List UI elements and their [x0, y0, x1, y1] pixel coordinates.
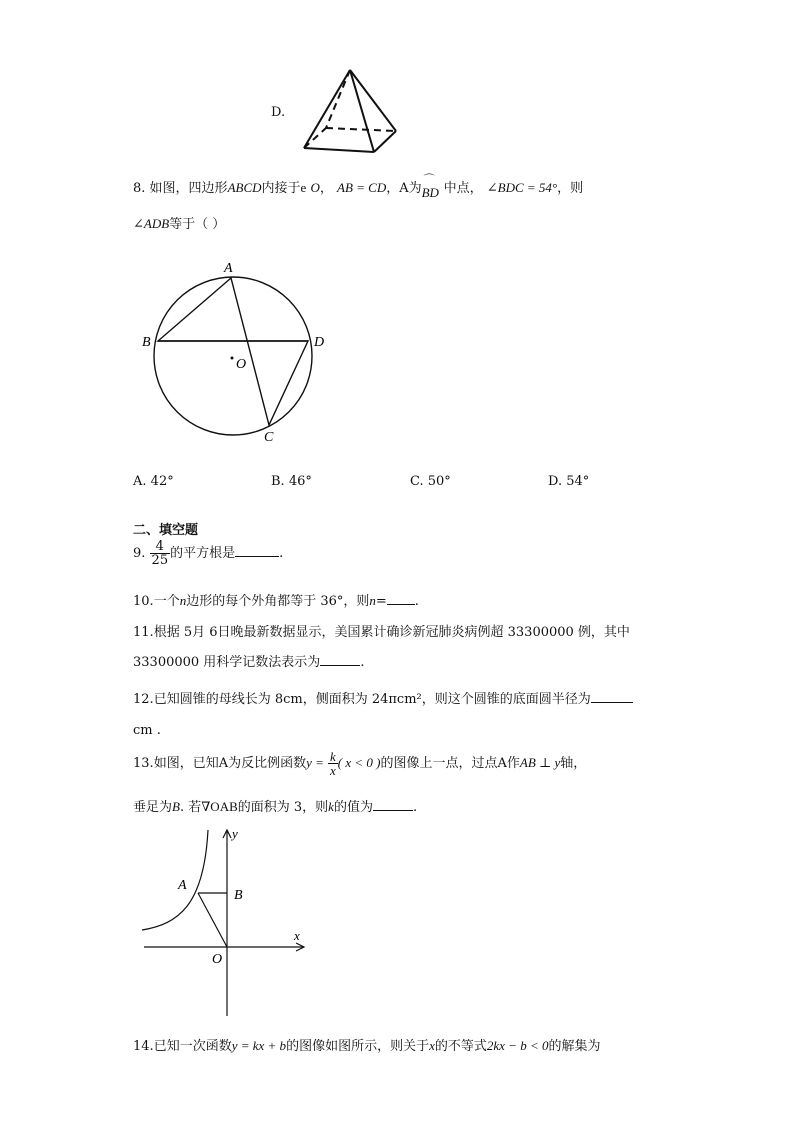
q12-line2: cm .: [133, 723, 161, 738]
q12-answer-blank[interactable]: [591, 690, 633, 703]
q13-label-b: B: [234, 888, 243, 903]
q13-label-x: x: [294, 928, 300, 943]
q11-line1: 11.根据 5月 6日晚最新数据显示，美国累计确诊新冠肺炎病例超 33300000 例，其中: [133, 625, 630, 640]
q10-answer-blank[interactable]: [387, 592, 415, 605]
q8-stem-line2: ∠ADB等于（ ）: [133, 216, 226, 232]
section-title: 二、填空题: [133, 523, 199, 538]
q8-label-b: B: [142, 335, 151, 350]
q9-stem: 9. $\frac{4}{25}$ 的平方根是 .: [133, 539, 284, 568]
q8-label-o: O: [236, 357, 247, 372]
q13-answer-blank[interactable]: [373, 798, 413, 811]
q11-answer-blank[interactable]: [320, 653, 360, 666]
q8-circle-figure: [138, 252, 338, 448]
q8-option-b[interactable]: B. 46°: [271, 474, 312, 489]
q8-stem-line1: 8. 如图，四边形ABCD内接于e O， AB = CD，A为 ⌒ BD 中点， ∠BDC = 54°，则: [133, 174, 584, 200]
q7-option-d-label: D.: [271, 105, 286, 120]
q8-option-c[interactable]: C. 50°: [410, 474, 451, 489]
q9-answer-blank[interactable]: [235, 544, 279, 557]
q8-label-c: C: [264, 430, 274, 445]
q8-label-d: D: [314, 335, 325, 350]
q10-stem: 10.一个n边形的每个外角都等于 36°，则n= .: [133, 593, 419, 609]
q8-option-d[interactable]: D. 54°: [548, 474, 590, 489]
q13-line1: 13.如图，已知A为反比例函数y = $\frac{k}{x}$ ( x < 0 )的图像上一点，过点A作AB ⊥ y轴，: [133, 749, 587, 778]
q9-fraction: $\frac{4}{25}$: [151, 539, 169, 568]
q12-line1: 12.已知圆锥的母线长为 8cm，侧面积为 24πcm²，则这个圆锥的底面圆半径为: [133, 688, 633, 707]
q13-line2: 垂足为B. 若∇OAB的面积为 3，则k的值为 .: [133, 799, 418, 815]
q14-stem: 14.已知一次函数y = kx + b的图像如图所示，则关于x的不等式2kx − b < 0的解集为: [133, 1038, 601, 1054]
q13-fraction: $\frac{k}{x}$: [330, 749, 336, 778]
pyramid-figure: [296, 64, 406, 156]
q13-label-a: A: [178, 878, 187, 893]
q11-line2: 33300000 用科学记数法表示为 .: [133, 655, 365, 670]
q13-label-o: O: [212, 952, 223, 967]
q13-graph-figure: [138, 826, 310, 1020]
q8-option-a[interactable]: A. 42°: [133, 474, 174, 489]
q13-label-y: y: [232, 826, 238, 841]
q8-label-a: A: [224, 261, 233, 276]
